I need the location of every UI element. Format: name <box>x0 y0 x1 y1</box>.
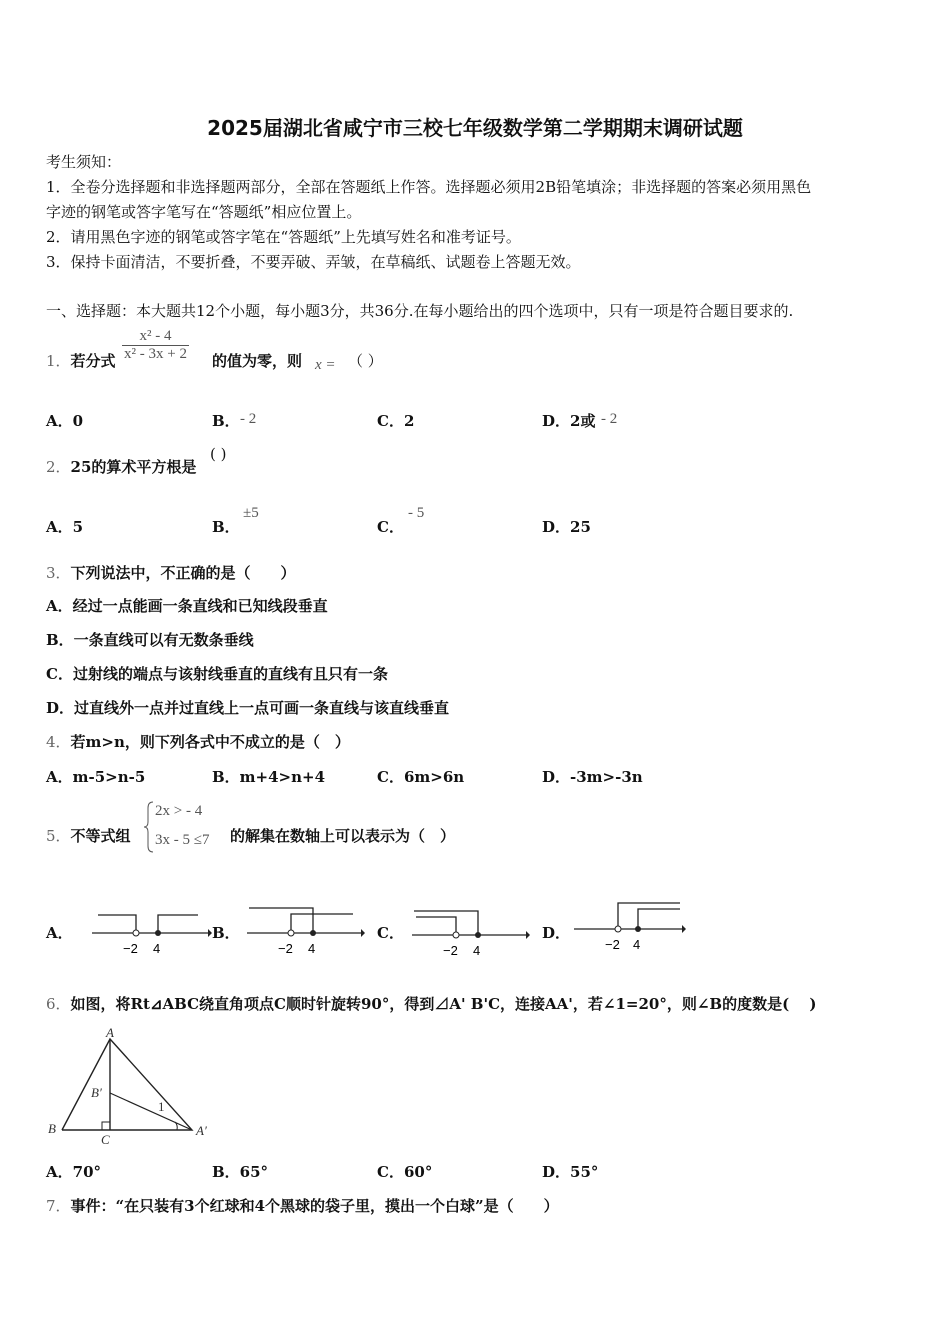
q5-post: 的解集在数轴上可以表示为（ ） <box>230 827 456 845</box>
q1-option-c[interactable]: C．2 <box>377 412 415 430</box>
question-number: 6． <box>46 995 71 1013</box>
q2-option-c[interactable]: C． <box>377 518 404 536</box>
question-2 <box>46 457 196 477</box>
q1-var: x = <box>315 357 336 373</box>
question-5 <box>46 826 131 846</box>
question-7-text: 事件：“在只装有3个红球和4个黑球的袋子里，摸出一个白球”是（ ） <box>70 1197 559 1215</box>
q4-option-c[interactable]: C．6m>6n <box>377 768 465 786</box>
q1-paren: （ ） <box>348 352 383 370</box>
question-4-text: 若m>n，则下列各式中不成立的是（ ） <box>70 733 350 751</box>
q1-option-b[interactable]: B． <box>212 412 240 430</box>
q2-option-c-math: - 5 <box>408 505 425 521</box>
q3-option-b[interactable]: B．一条直线可以有无数条垂线 <box>46 631 254 649</box>
q2-option-a[interactable]: A．5 <box>46 518 84 536</box>
q2-option-d[interactable]: D．25 <box>542 518 591 536</box>
q1-option-d[interactable]: D．2或 <box>542 412 596 430</box>
label-a-prime: A′ <box>196 1123 207 1138</box>
q3-option-c[interactable]: C．过射线的端点与该射线垂直的直线有且只有一条 <box>46 665 388 683</box>
q4-option-d[interactable]: D．-3m>-3n <box>542 768 643 786</box>
q6-option-c[interactable]: C．60° <box>377 1163 433 1181</box>
question-7 <box>46 1196 559 1216</box>
q3-option-d[interactable]: D．过直线外一点并过直线上一点可画一条直线与该直线垂直 <box>46 699 450 717</box>
label-b-prime: B′ <box>91 1085 102 1100</box>
page-title: 2025届湖北省咸宁市三校七年级数学第二学期期末调研试题 <box>207 116 743 140</box>
tick-label: −2 <box>605 937 620 952</box>
question-number: 7． <box>46 1197 71 1215</box>
notice-item-1-line-1: 1．全卷分选择题和非选择题两部分，全部在答题纸上作答。选择题必须用2B铅笔填涂；非选择题的答案必须用黑色 <box>46 178 812 196</box>
q5-option-b[interactable]: B． <box>212 924 240 942</box>
q6-option-a[interactable]: A．70° <box>46 1163 102 1181</box>
notice-heading: 考生须知： <box>46 153 122 171</box>
question-number: 5． <box>46 827 71 845</box>
q5-number-line-d <box>572 898 694 956</box>
q1-denominator: x² - 3x + 2 <box>124 346 187 362</box>
question-3 <box>46 563 296 583</box>
q5-inequality-2: 3x - 5 ≤7 <box>155 832 210 848</box>
q4-option-a[interactable]: A．m-5>n-5 <box>46 768 146 786</box>
question-1-pre: 若分式 <box>70 352 116 370</box>
tick-label: 4 <box>633 937 641 952</box>
tick-label: −2 <box>443 943 458 958</box>
q4-option-b[interactable]: B．m+4>n+4 <box>212 768 326 786</box>
q1-option-a[interactable]: A．0 <box>46 412 84 430</box>
label-b: B <box>48 1121 56 1136</box>
question-6-text: 如图，将Rt⊿ABC绕直角项点C顺时针旋转90°，得到⊿A' B'C，连接AA'，若∠1=20°，则∠B的度数是( ) <box>70 995 817 1013</box>
question-number: 4． <box>46 733 71 751</box>
q1-option-b-math: - 2 <box>240 411 257 427</box>
q1-numerator: x² - 4 <box>122 328 189 346</box>
question-6 <box>46 994 817 1014</box>
question-2-text: 25的算术平方根是 <box>70 458 197 476</box>
tick-label: 4 <box>153 941 161 956</box>
q5-number-line-a <box>90 905 212 960</box>
tick-label: −2 <box>123 941 138 956</box>
q5-number-line-b <box>245 900 367 960</box>
q6-option-d[interactable]: D．55° <box>542 1163 599 1181</box>
notice-item-3: 3．保持卡面清洁，不要折叠，不要弄破、弄皱，在草稿纸、试题卷上答题无效。 <box>46 253 581 271</box>
label-angle-1: 1 <box>158 1099 165 1114</box>
question-4 <box>46 732 350 752</box>
q5-option-a[interactable]: A． <box>46 924 73 942</box>
question-1 <box>46 351 116 371</box>
tick-label: −2 <box>278 941 293 956</box>
notice-item-1-line-2: 字迹的钢笔或答字笔写在“答题纸”相应位置上。 <box>46 203 362 221</box>
q6-triangle-figure <box>44 1025 224 1147</box>
notice-item-2: 2．请用黑色字迹的钢笔或答字笔在“答题纸”上先填写姓名和准考证号。 <box>46 228 521 246</box>
q2-option-b[interactable]: B． <box>212 518 240 536</box>
q1-option-d-math: - 2 <box>601 411 618 427</box>
q2-paren: ( ) <box>210 445 227 463</box>
q5-option-d[interactable]: D． <box>542 924 571 942</box>
q6-option-b[interactable]: B．65° <box>212 1163 269 1181</box>
q5-option-c[interactable]: C． <box>377 924 404 942</box>
section-heading: 一、选择题：本大题共12个小题，每小题3分，共36分.在每小题给出的四个选项中，只有一项是符合题目要求的. <box>46 302 794 320</box>
question-number: 3． <box>46 564 71 582</box>
label-c: C <box>101 1132 110 1147</box>
q5-inequality-1: 2x > - 4 <box>155 803 203 819</box>
tick-label: 4 <box>473 943 481 958</box>
question-5-pre: 不等式组 <box>70 827 131 845</box>
q3-option-a[interactable]: A．经过一点能画一条直线和已知线段垂直 <box>46 597 328 615</box>
question-number: 2． <box>46 458 71 476</box>
q5-number-line-c <box>410 905 532 965</box>
q2-option-b-math: ±5 <box>243 505 259 521</box>
tick-label: 4 <box>308 941 316 956</box>
q1-post: 的值为零，则 <box>212 352 303 370</box>
label-a: A <box>106 1025 114 1040</box>
q5-brace <box>143 800 155 854</box>
question-number: 1． <box>46 352 71 370</box>
question-3-text: 下列说法中，不正确的是（ ） <box>70 564 296 582</box>
q1-fraction <box>122 328 189 363</box>
